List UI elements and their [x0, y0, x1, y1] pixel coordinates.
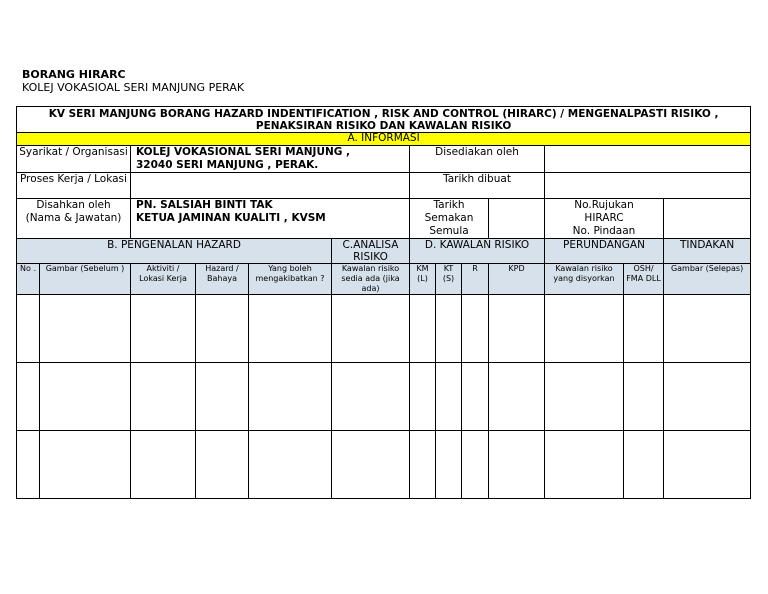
table-cell[interactable]: [17, 363, 40, 431]
table-cell[interactable]: [436, 295, 462, 363]
ref-label-line2: HIRARC: [584, 212, 624, 224]
table-cell[interactable]: [462, 363, 489, 431]
col-aktiviti: Aktiviti / Lokasi Kerja: [131, 264, 196, 295]
ref-label: [545, 199, 664, 239]
table-cell[interactable]: [624, 295, 664, 363]
table-cell[interactable]: [249, 363, 332, 431]
info-row-1: [17, 146, 751, 173]
col-yang-boleh: Yang boleh mengakibatkan ?: [249, 264, 332, 295]
table-cell[interactable]: [462, 431, 489, 499]
col-kawalan-sedia: Kawalan risiko sedia ada (jika ada): [332, 264, 410, 295]
table-cell[interactable]: [249, 295, 332, 363]
approved-value-line2: KETUA JAMINAN KUALITI , KVSM: [136, 212, 326, 224]
table-cell[interactable]: [489, 363, 545, 431]
col-gambar-sebelum: Gambar (Sebelum ): [40, 264, 131, 295]
table-cell[interactable]: [624, 431, 664, 499]
table-cell[interactable]: [131, 295, 196, 363]
prepared-by-value[interactable]: [545, 146, 751, 173]
table-cell[interactable]: [17, 295, 40, 363]
ref-value[interactable]: [664, 199, 751, 239]
hirarc-table: [16, 106, 751, 499]
table-cell[interactable]: [462, 295, 489, 363]
org-label: Syarikat / Organisasi: [17, 146, 131, 173]
col-osh: OSH/ FMA DLL: [624, 264, 664, 295]
table-cell[interactable]: [332, 431, 410, 499]
table-row: [17, 295, 751, 363]
table-cell[interactable]: [196, 363, 249, 431]
col-kpd: KPD: [489, 264, 545, 295]
table-cell[interactable]: [131, 363, 196, 431]
table-cell[interactable]: [410, 363, 436, 431]
table-cell[interactable]: [40, 363, 131, 431]
org-value: [131, 146, 410, 173]
section-b-header: B. PENGENALAN HAZARD: [17, 239, 332, 264]
approved-value-line1: PN. SALSIAH BINTI TAK: [136, 199, 273, 211]
tindakan-header: TINDAKAN: [664, 239, 751, 264]
section-d-header: D. KAWALAN RISIKO: [410, 239, 545, 264]
col-no: No .: [17, 264, 40, 295]
col-kt: KT (S): [436, 264, 462, 295]
process-label: Proses Kerja / Lokasi: [17, 173, 131, 199]
table-cell[interactable]: [131, 431, 196, 499]
col-km: KM (L): [410, 264, 436, 295]
review-date-value[interactable]: [489, 199, 545, 239]
col-kawalan-disyorkan: Kawalan risiko yang disyorkan: [545, 264, 624, 295]
section-c-header: C.ANALISA RISIKO: [332, 239, 410, 264]
approved-by-value: [131, 199, 410, 239]
main-title: [17, 107, 751, 133]
info-row-3: [17, 199, 751, 239]
table-cell[interactable]: [436, 363, 462, 431]
col-hazard: Hazard / Bahaya: [196, 264, 249, 295]
approved-by-label: Disahkan oleh (Nama & Jawatan): [17, 199, 131, 239]
col-gambar-selepas: Gambar (Selepas): [664, 264, 751, 295]
table-cell[interactable]: [410, 431, 436, 499]
section-a-row: [17, 133, 751, 146]
column-header-row: [17, 264, 751, 295]
date-created-label: Tarikh dibuat: [410, 173, 545, 199]
table-cell[interactable]: [664, 431, 751, 499]
section-header-row: [17, 239, 751, 264]
org-value-line2: 32040 SERI MANJUNG , PERAK.: [136, 159, 319, 171]
table-cell[interactable]: [664, 363, 751, 431]
table-cell[interactable]: [196, 431, 249, 499]
date-created-value[interactable]: [545, 173, 751, 199]
table-cell[interactable]: [436, 431, 462, 499]
main-title-line2: PENAKSIRAN RISIKO DAN KAWALAN RISIKO: [255, 120, 512, 132]
table-cell[interactable]: [545, 295, 624, 363]
title-row: [17, 107, 751, 133]
review-date-label: Tarikh Semakan Semula: [410, 199, 489, 239]
info-row-2: [17, 173, 751, 199]
table-cell[interactable]: [332, 363, 410, 431]
table-row: [17, 431, 751, 499]
table-cell[interactable]: [545, 431, 624, 499]
prepared-by-label: Disediakan oleh: [410, 146, 545, 173]
table-row: [17, 363, 751, 431]
main-title-line1: KV SERI MANJUNG BORANG HAZARD INDENTIFICATION , RISK AND CONTROL (HIRARC) / MENGENALPASTI RISIKO ,: [48, 108, 719, 120]
table-cell[interactable]: [489, 431, 545, 499]
table-cell[interactable]: [196, 295, 249, 363]
table-cell[interactable]: [410, 295, 436, 363]
table-cell[interactable]: [249, 431, 332, 499]
ref-label-line3: No. Pindaan: [572, 225, 636, 237]
process-value[interactable]: [131, 173, 410, 199]
table-cell[interactable]: [17, 431, 40, 499]
table-cell[interactable]: [545, 363, 624, 431]
table-cell[interactable]: [664, 295, 751, 363]
table-cell[interactable]: [40, 295, 131, 363]
perundangan-header: PERUNDANGAN: [545, 239, 664, 264]
table-cell[interactable]: [624, 363, 664, 431]
section-a-header: A. INFORMASI: [17, 133, 751, 146]
form-title: BORANG HIRARC: [22, 68, 126, 81]
ref-label-line1: No.Rujukan: [574, 199, 634, 211]
school-name: KOLEJ VOKASIOAL SERI MANJUNG PERAK: [22, 81, 245, 94]
table-cell[interactable]: [489, 295, 545, 363]
table-cell[interactable]: [332, 295, 410, 363]
table-cell[interactable]: [40, 431, 131, 499]
col-r: R: [462, 264, 489, 295]
org-value-line1: KOLEJ VOKASIONAL SERI MANJUNG ,: [136, 146, 351, 158]
